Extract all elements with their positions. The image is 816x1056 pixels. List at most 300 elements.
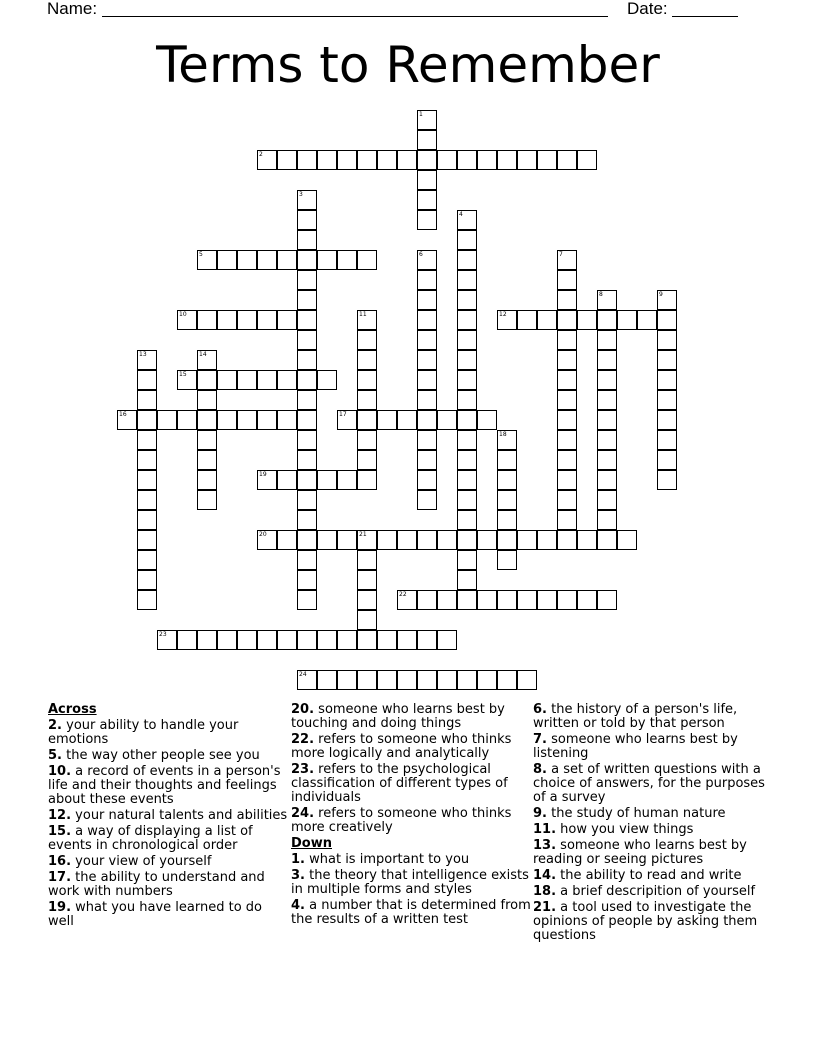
- grid-cell[interactable]: [577, 530, 597, 550]
- grid-cell[interactable]: [597, 430, 617, 450]
- grid-cell[interactable]: [297, 410, 317, 430]
- grid-cell[interactable]: [377, 150, 397, 170]
- grid-cell[interactable]: [137, 590, 157, 610]
- clue-number: 19.: [48, 900, 72, 915]
- grid-cell[interactable]: [457, 230, 477, 250]
- grid-number: 4: [459, 211, 463, 218]
- grid-cell[interactable]: [217, 250, 237, 270]
- grid-cell[interactable]: [457, 430, 477, 450]
- grid-cell[interactable]: [557, 290, 577, 310]
- clue-number: 13.: [533, 838, 557, 853]
- grid-cell[interactable]: [537, 310, 557, 330]
- grid-cell[interactable]: [357, 350, 377, 370]
- grid-number: 7: [559, 251, 563, 258]
- grid-cell[interactable]: [417, 130, 437, 150]
- grid-number: 23: [159, 631, 167, 638]
- grid-cell[interactable]: [357, 630, 377, 650]
- grid-cell[interactable]: [237, 630, 257, 650]
- clues-column-3: [533, 701, 773, 943]
- grid-cell[interactable]: [257, 630, 277, 650]
- grid-cell[interactable]: [357, 470, 377, 490]
- grid-cell[interactable]: [137, 390, 157, 410]
- grid-cell[interactable]: [277, 150, 297, 170]
- grid-cell[interactable]: [597, 310, 617, 330]
- grid-cell[interactable]: [337, 470, 357, 490]
- grid-number: 17: [339, 411, 347, 418]
- grid-cell[interactable]: [297, 330, 317, 350]
- clue-number: 21.: [533, 900, 557, 915]
- grid-cell[interactable]: [297, 230, 317, 250]
- grid-cell[interactable]: [457, 250, 477, 270]
- clue-item: [533, 901, 773, 943]
- grid-cell[interactable]: [417, 430, 437, 450]
- grid-cell[interactable]: [297, 590, 317, 610]
- grid-cell[interactable]: [437, 530, 457, 550]
- grid-cell[interactable]: [417, 170, 437, 190]
- grid-cell[interactable]: [197, 490, 217, 510]
- grid-cell[interactable]: [297, 210, 317, 230]
- grid-cell[interactable]: [357, 250, 377, 270]
- grid-cell[interactable]: [597, 450, 617, 470]
- clue-text: a tool used to investigate the opinions of people by asking them questions: [533, 900, 758, 943]
- grid-cell[interactable]: [557, 410, 577, 430]
- clue-item: [48, 809, 288, 823]
- grid-cell[interactable]: [517, 590, 537, 610]
- grid-cell[interactable]: [357, 410, 377, 430]
- grid-cell[interactable]: [137, 430, 157, 450]
- grid-cell[interactable]: [257, 410, 277, 430]
- grid-cell[interactable]: [417, 670, 437, 690]
- clue-text: the history of a person's life, written or told by that person: [533, 702, 738, 731]
- grid-cell[interactable]: [417, 390, 437, 410]
- grid-cell[interactable]: [657, 470, 677, 490]
- grid-cell[interactable]: [457, 550, 477, 570]
- grid-cell[interactable]: [317, 370, 337, 390]
- grid-cell[interactable]: [297, 550, 317, 570]
- grid-cell[interactable]: [617, 530, 637, 550]
- grid-cell[interactable]: [317, 250, 337, 270]
- grid-cell[interactable]: [297, 630, 317, 650]
- clue-item: [48, 855, 288, 869]
- grid-cell[interactable]: [457, 470, 477, 490]
- grid-cell[interactable]: [337, 150, 357, 170]
- clue-text: your view of yourself: [75, 854, 212, 869]
- grid-cell[interactable]: [477, 670, 497, 690]
- grid-cell[interactable]: [357, 150, 377, 170]
- grid-cell[interactable]: [497, 670, 517, 690]
- clue-text: the ability to read and write: [560, 868, 742, 883]
- grid-cell[interactable]: [497, 150, 517, 170]
- clue-number: 24.: [291, 806, 315, 821]
- grid-number: 3: [299, 191, 303, 198]
- grid-cell[interactable]: [497, 490, 517, 510]
- grid-cell[interactable]: [637, 310, 657, 330]
- grid-cell[interactable]: [297, 430, 317, 450]
- grid-number: 18: [499, 431, 507, 438]
- grid-cell[interactable]: [137, 530, 157, 550]
- grid-cell[interactable]: [197, 310, 217, 330]
- grid-cell[interactable]: [577, 310, 597, 330]
- grid-cell[interactable]: [137, 410, 157, 430]
- grid-cell[interactable]: [337, 250, 357, 270]
- grid-cell[interactable]: [417, 450, 437, 470]
- grid-cell[interactable]: [497, 450, 517, 470]
- grid-cell[interactable]: [297, 310, 317, 330]
- grid-number: 15: [179, 371, 187, 378]
- grid-cell[interactable]: [417, 530, 437, 550]
- clue-item: [533, 885, 773, 899]
- clue-item: [48, 901, 288, 929]
- grid-cell[interactable]: [417, 410, 437, 430]
- grid-cell[interactable]: [417, 190, 437, 210]
- down-heading: Down: [291, 836, 332, 851]
- grid-number: 6: [419, 251, 423, 258]
- grid-cell[interactable]: [437, 590, 457, 610]
- grid-cell[interactable]: [557, 470, 577, 490]
- grid-cell[interactable]: [517, 150, 537, 170]
- clue-item: [291, 853, 531, 867]
- grid-cell[interactable]: [557, 270, 577, 290]
- grid-cell[interactable]: [557, 150, 577, 170]
- grid-cell[interactable]: [657, 370, 677, 390]
- clue-number: 2.: [48, 718, 62, 733]
- grid-cell[interactable]: [297, 270, 317, 290]
- grid-cell[interactable]: [617, 310, 637, 330]
- grid-cell[interactable]: [217, 410, 237, 430]
- grid-cell[interactable]: [357, 370, 377, 390]
- grid-cell[interactable]: [357, 610, 377, 630]
- grid-cell[interactable]: [457, 490, 477, 510]
- clue-item: [533, 839, 773, 867]
- grid-number: 12: [499, 311, 507, 318]
- grid-cell[interactable]: [217, 370, 237, 390]
- grid-cell[interactable]: [377, 630, 397, 650]
- grid-cell[interactable]: [137, 550, 157, 570]
- grid-cell[interactable]: [497, 590, 517, 610]
- grid-cell[interactable]: [457, 270, 477, 290]
- grid-cell[interactable]: [517, 310, 537, 330]
- grid-cell[interactable]: [297, 490, 317, 510]
- grid-cell[interactable]: [297, 450, 317, 470]
- clue-number: 10.: [48, 764, 72, 779]
- grid-cell[interactable]: [197, 410, 217, 430]
- grid-cell[interactable]: [577, 590, 597, 610]
- grid-cell[interactable]: [177, 630, 197, 650]
- grid-cell[interactable]: [597, 350, 617, 370]
- grid-cell[interactable]: [317, 150, 337, 170]
- grid-cell[interactable]: [657, 330, 677, 350]
- grid-cell[interactable]: [557, 530, 577, 550]
- grid-cell[interactable]: [317, 530, 337, 550]
- clues-column-2: [291, 701, 531, 927]
- grid-cell[interactable]: [457, 410, 477, 430]
- grid-cell[interactable]: [417, 370, 437, 390]
- grid-cell[interactable]: [257, 370, 277, 390]
- grid-cell[interactable]: [377, 530, 397, 550]
- grid-cell[interactable]: [397, 670, 417, 690]
- clue-text: refers to the psychological classification of different types of individuals: [291, 762, 508, 805]
- clue-item: [291, 733, 531, 761]
- grid-cell[interactable]: [597, 370, 617, 390]
- grid-cell[interactable]: [137, 510, 157, 530]
- grid-cell[interactable]: [517, 530, 537, 550]
- grid-cell[interactable]: [297, 290, 317, 310]
- grid-cell[interactable]: [457, 450, 477, 470]
- grid-cell[interactable]: [277, 470, 297, 490]
- grid-cell[interactable]: [337, 630, 357, 650]
- clue-item: [291, 807, 531, 835]
- grid-cell[interactable]: [457, 670, 477, 690]
- clue-text: the study of human nature: [551, 806, 726, 821]
- grid-cell[interactable]: [357, 550, 377, 570]
- grid-cell[interactable]: [137, 570, 157, 590]
- grid-cell[interactable]: [357, 330, 377, 350]
- grid-cell[interactable]: [457, 350, 477, 370]
- grid-cell[interactable]: [497, 510, 517, 530]
- page-title: Terms to Remember: [156, 36, 660, 94]
- grid-cell[interactable]: [197, 630, 217, 650]
- clue-number: 6.: [533, 702, 547, 717]
- grid-cell[interactable]: [497, 470, 517, 490]
- grid-cell[interactable]: [417, 150, 437, 170]
- clue-number: 11.: [533, 822, 557, 837]
- clue-item: [291, 869, 531, 897]
- grid-cell[interactable]: [417, 270, 437, 290]
- grid-cell[interactable]: [597, 490, 617, 510]
- grid-cell[interactable]: [437, 410, 457, 430]
- clue-number: 3.: [291, 868, 305, 883]
- grid-cell[interactable]: [357, 430, 377, 450]
- clue-text: your natural talents and abilities: [75, 808, 288, 823]
- grid-cell[interactable]: [197, 430, 217, 450]
- grid-cell[interactable]: [557, 310, 577, 330]
- clue-number: 8.: [533, 762, 547, 777]
- grid-cell[interactable]: [217, 630, 237, 650]
- grid-cell[interactable]: [457, 590, 477, 610]
- clue-text: someone who learns best by listening: [533, 732, 738, 761]
- grid-cell[interactable]: [177, 410, 197, 430]
- clue-text: what you have learned to do well: [48, 900, 262, 929]
- clue-text: refers to someone who thinks more logically and analytically: [291, 732, 512, 761]
- grid-cell[interactable]: [277, 530, 297, 550]
- grid-cell[interactable]: [577, 150, 597, 170]
- grid-cell[interactable]: [197, 450, 217, 470]
- clue-number: 22.: [291, 732, 315, 747]
- grid-number: 13: [139, 351, 147, 358]
- across-heading: Across: [48, 702, 97, 717]
- grid-cell[interactable]: [597, 590, 617, 610]
- grid-cell[interactable]: [597, 510, 617, 530]
- grid-cell[interactable]: [357, 390, 377, 410]
- grid-cell[interactable]: [297, 150, 317, 170]
- grid-cell[interactable]: [337, 670, 357, 690]
- clue-text: someone who learns best by reading or seeing pictures: [533, 838, 747, 867]
- clue-item: [533, 763, 773, 805]
- grid-cell[interactable]: [377, 410, 397, 430]
- grid-cell[interactable]: [237, 410, 257, 430]
- grid-cell[interactable]: [477, 410, 497, 430]
- grid-cell[interactable]: [417, 210, 437, 230]
- grid-cell[interactable]: [597, 410, 617, 430]
- grid-cell[interactable]: [417, 350, 437, 370]
- clue-item: [48, 825, 288, 853]
- clue-item: [533, 807, 773, 821]
- grid-cell[interactable]: [277, 370, 297, 390]
- grid-cell[interactable]: [557, 330, 577, 350]
- grid-number: 14: [199, 351, 207, 358]
- grid-cell[interactable]: [237, 370, 257, 390]
- grid-cell[interactable]: [557, 430, 577, 450]
- grid-cell[interactable]: [557, 510, 577, 530]
- grid-cell[interactable]: [357, 590, 377, 610]
- grid-cell[interactable]: [137, 370, 157, 390]
- grid-cell[interactable]: [297, 370, 317, 390]
- clue-item: [48, 871, 288, 899]
- grid-cell[interactable]: [337, 530, 357, 550]
- grid-cell[interactable]: [197, 390, 217, 410]
- grid-cell[interactable]: [357, 570, 377, 590]
- grid-number: 19: [259, 471, 267, 478]
- grid-number: 10: [179, 311, 187, 318]
- grid-cell[interactable]: [137, 450, 157, 470]
- clue-number: 16.: [48, 854, 72, 869]
- clue-text: the theory that intelligence exists in multiple forms and styles: [291, 868, 529, 897]
- grid-cell[interactable]: [297, 510, 317, 530]
- grid-cell[interactable]: [317, 630, 337, 650]
- grid-number: 9: [659, 291, 663, 298]
- grid-cell[interactable]: [297, 530, 317, 550]
- grid-cell[interactable]: [437, 630, 457, 650]
- clue-item: [48, 765, 288, 807]
- grid-cell[interactable]: [317, 670, 337, 690]
- grid-cell[interactable]: [557, 590, 577, 610]
- grid-cell[interactable]: [197, 370, 217, 390]
- clue-item: [48, 719, 288, 747]
- grid-cell[interactable]: [597, 330, 617, 350]
- grid-cell[interactable]: [597, 470, 617, 490]
- grid-cell[interactable]: [477, 590, 497, 610]
- grid-cell[interactable]: [277, 250, 297, 270]
- grid-cell[interactable]: [417, 630, 437, 650]
- grid-cell[interactable]: [417, 330, 437, 350]
- date-label: Date:: [627, 0, 668, 18]
- grid-cell[interactable]: [377, 670, 397, 690]
- grid-cell[interactable]: [557, 490, 577, 510]
- grid-cell[interactable]: [457, 150, 477, 170]
- clue-text: how you view things: [560, 822, 694, 837]
- clue-item: [48, 749, 288, 763]
- grid-cell[interactable]: [297, 390, 317, 410]
- grid-cell[interactable]: [297, 570, 317, 590]
- grid-cell[interactable]: [417, 470, 437, 490]
- grid-cell[interactable]: [457, 570, 477, 590]
- clue-number: 12.: [48, 808, 72, 823]
- grid-cell[interactable]: [657, 390, 677, 410]
- grid-cell[interactable]: [397, 630, 417, 650]
- grid-cell[interactable]: [477, 530, 497, 550]
- grid-cell[interactable]: [537, 590, 557, 610]
- grid-cell[interactable]: [537, 530, 557, 550]
- grid-number: 16: [119, 411, 127, 418]
- grid-cell[interactable]: [257, 310, 277, 330]
- grid-cell[interactable]: [417, 490, 437, 510]
- grid-cell[interactable]: [297, 250, 317, 270]
- grid-cell[interactable]: [397, 410, 417, 430]
- grid-cell[interactable]: [237, 310, 257, 330]
- grid-cell[interactable]: [237, 250, 257, 270]
- grid-cell[interactable]: [497, 530, 517, 550]
- grid-number: 2: [259, 151, 263, 158]
- grid-cell[interactable]: [357, 670, 377, 690]
- grid-cell[interactable]: [597, 530, 617, 550]
- clue-text: what is important to you: [309, 852, 470, 867]
- grid-cell[interactable]: [457, 530, 477, 550]
- grid-cell[interactable]: [457, 290, 477, 310]
- grid-cell[interactable]: [397, 150, 417, 170]
- grid-number: 5: [199, 251, 203, 258]
- clues-column-1: [48, 701, 288, 929]
- grid-cell[interactable]: [137, 470, 157, 490]
- grid-cell[interactable]: [397, 530, 417, 550]
- grid-cell[interactable]: [417, 590, 437, 610]
- grid-cell[interactable]: [657, 450, 677, 470]
- grid-cell[interactable]: [217, 310, 237, 330]
- clue-number: 20.: [291, 702, 315, 717]
- clue-number: 23.: [291, 762, 315, 777]
- grid-cell[interactable]: [657, 410, 677, 430]
- clue-text: your ability to handle your emotions: [48, 718, 239, 747]
- grid-cell[interactable]: [137, 490, 157, 510]
- grid-cell[interactable]: [297, 470, 317, 490]
- grid-cell[interactable]: [157, 410, 177, 430]
- grid-cell[interactable]: [457, 510, 477, 530]
- grid-cell[interactable]: [277, 410, 297, 430]
- grid-cell[interactable]: [277, 310, 297, 330]
- grid-cell[interactable]: [277, 630, 297, 650]
- grid-number: 24: [299, 671, 307, 678]
- grid-cell[interactable]: [537, 150, 557, 170]
- grid-number: 22: [399, 591, 407, 598]
- grid-cell[interactable]: [297, 350, 317, 370]
- grid-cell[interactable]: [457, 390, 477, 410]
- grid-cell[interactable]: [317, 470, 337, 490]
- grid-cell[interactable]: [257, 250, 277, 270]
- grid-cell[interactable]: [457, 310, 477, 330]
- grid-cell[interactable]: [657, 310, 677, 330]
- grid-cell[interactable]: [197, 470, 217, 490]
- grid-cell[interactable]: [417, 290, 437, 310]
- grid-cell[interactable]: [657, 350, 677, 370]
- grid-cell[interactable]: [657, 430, 677, 450]
- grid-cell[interactable]: [457, 370, 477, 390]
- grid-cell[interactable]: [417, 310, 437, 330]
- grid-cell[interactable]: [457, 330, 477, 350]
- grid-cell[interactable]: [517, 670, 537, 690]
- clue-item: [291, 703, 531, 731]
- clue-text: someone who learns best by touching and doing things: [291, 702, 505, 731]
- grid-cell[interactable]: [557, 350, 577, 370]
- grid-cell[interactable]: [477, 150, 497, 170]
- grid-number: 20: [259, 531, 267, 538]
- grid-cell[interactable]: [357, 450, 377, 470]
- grid-cell[interactable]: [437, 670, 457, 690]
- grid-cell[interactable]: [497, 550, 517, 570]
- grid-cell[interactable]: [437, 150, 457, 170]
- grid-cell[interactable]: [597, 390, 617, 410]
- grid-cell[interactable]: [557, 450, 577, 470]
- grid-cell[interactable]: [557, 370, 577, 390]
- grid-cell[interactable]: [557, 390, 577, 410]
